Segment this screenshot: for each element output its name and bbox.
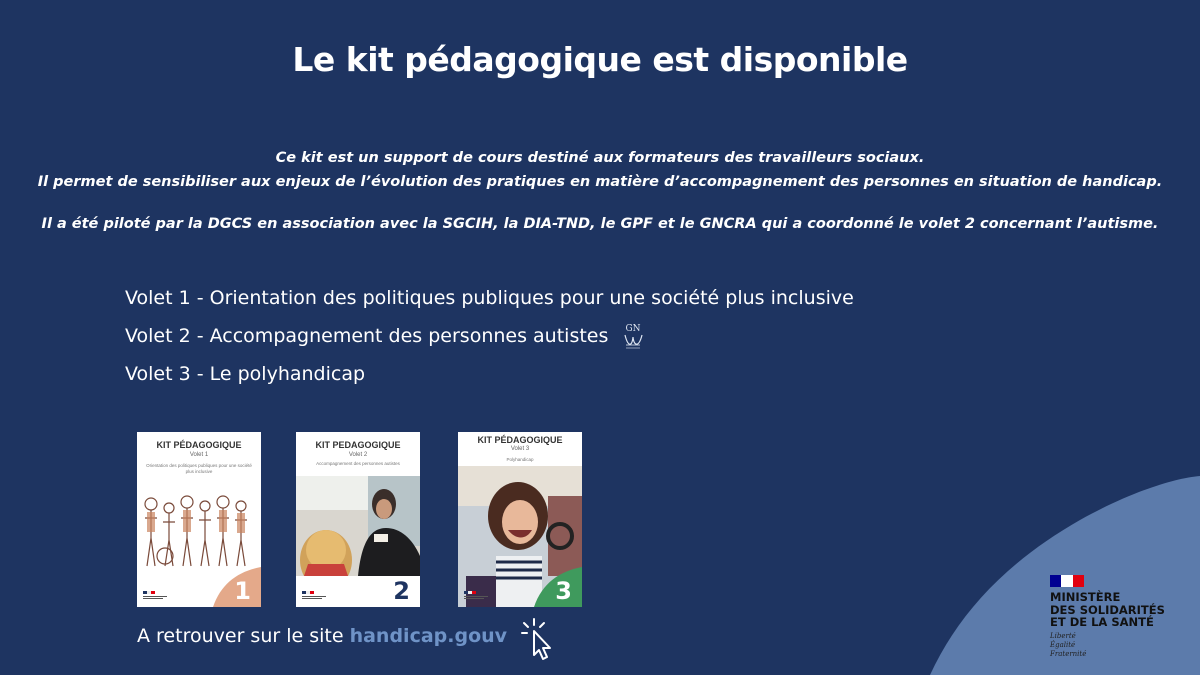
volet-label: Volet 2 - Accompagnement des personnes autistes: [125, 325, 609, 347]
cover-volet: Volet 2: [348, 452, 368, 458]
cover-number-badge: [213, 567, 261, 607]
intro-line: Il a été piloté par la DGCS en association avec la SGCIH, la DIA-TND, le GPF et le GNCRA qui a coordonné le volet 2 concernant l’autisme.: [41, 216, 1159, 232]
kit-cover-volet-2[interactable]: [296, 432, 420, 607]
cover-number-badge: [372, 567, 420, 607]
cover-number: 1: [234, 577, 251, 605]
cover-description: Orientation des politiques publiques pour une société plus inclusive: [146, 463, 252, 474]
cover-number-badge: [534, 567, 582, 607]
kit-cover-volet-3[interactable]: [458, 432, 582, 607]
cover-number: 2: [393, 577, 410, 605]
ministry-mini-logo-icon: [143, 591, 171, 601]
intro-text: [0, 146, 1200, 236]
ministry-name-line: DES SOLIDARITÉS: [1050, 602, 1165, 617]
cover-description: Accompagnement des personnes autistes: [316, 461, 400, 466]
volet-label: Volet 1 - Orientation des politiques publiques pour une société plus inclusive: [125, 287, 854, 309]
cover-number: 3: [555, 577, 572, 605]
cover-description: Polyhandicap: [506, 457, 534, 462]
ministry-mini-logo-icon: [464, 591, 492, 601]
ministry-name-line: ET DE LA SANTÉ: [1050, 615, 1154, 629]
intro-line: Il permet de sensibiliser aux enjeux de l’évolution des pratiques en matière d’accompagnement des personnes en situation de handicap.: [37, 174, 1163, 190]
ministry-logo: [1050, 575, 1165, 659]
cover-title: KIT PÉDAGOGIQUE: [477, 435, 563, 445]
click-pointer-icon: [520, 617, 556, 661]
volet-item-2: [125, 317, 854, 355]
volet-label: Volet 3 - Le polyhandicap: [125, 363, 366, 385]
page-title: Le kit pédagogique est disponible: [292, 40, 908, 79]
volet-item-3: [125, 355, 854, 393]
cover-title: KIT PÉDAGOGIQUE: [156, 440, 242, 450]
volets-list: [125, 279, 854, 393]
cover-title: KIT PEDAGOGIQUE: [315, 440, 401, 450]
site-link[interactable]: handicap.gouv: [349, 625, 508, 647]
volet-item-1: [125, 279, 854, 317]
gncra-logo-text: GN: [625, 324, 641, 334]
gncra-logo-icon: [620, 321, 646, 351]
kit-cover-volet-1[interactable]: [137, 432, 261, 607]
site-prefix: A retrouver sur le site: [137, 625, 350, 647]
motto-line: Fraternité: [1050, 649, 1087, 658]
people-illustration: [137, 490, 261, 570]
cover-volet: Volet 3: [510, 446, 530, 452]
site-reference: [137, 625, 507, 647]
motto-line: Liberté: [1050, 631, 1076, 640]
classroom-photo: [296, 476, 420, 576]
ministry-name-line: MINISTÈRE: [1050, 590, 1121, 604]
ministry-mini-logo-icon: [302, 591, 330, 601]
intro-line: Ce kit est un support de cours destiné aux formateurs des travailleurs sociaux.: [275, 150, 925, 166]
motto-line: Égalité: [1050, 640, 1076, 649]
cover-volet: Volet 1: [189, 452, 209, 458]
marianne-flag-icon: [1050, 575, 1084, 587]
